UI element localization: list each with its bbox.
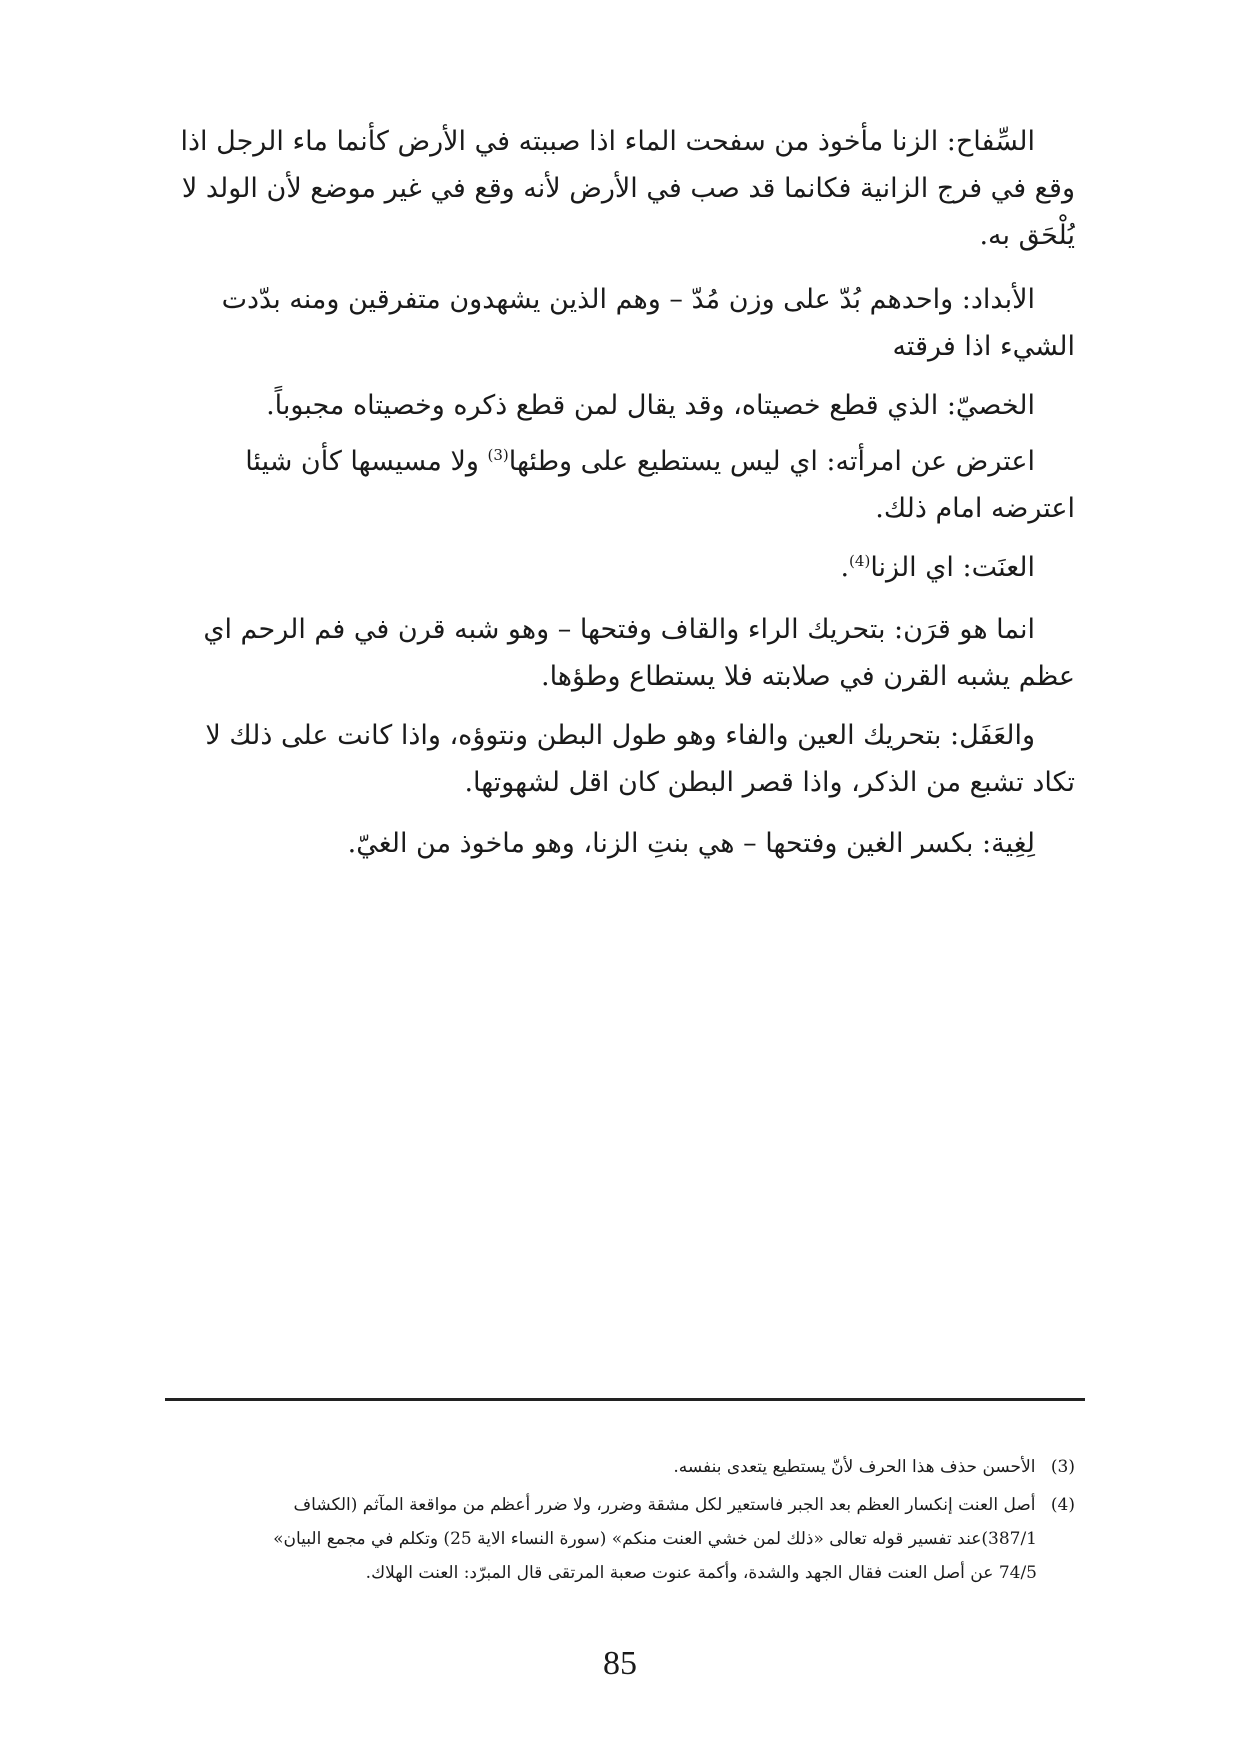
footnote-text: 74/5 عن أصل العنت فقال الجهد والشدة، وأكمة عنوت صعبة المرتقى قال المبرّد: العنت الهلاك. — [365, 1563, 1037, 1583]
entry-line: اعترضه امام ذلك. — [875, 493, 1075, 524]
entry-line: انما هو قرَن: بتحريك الراء والقاف وفتحها – وهو شبه قرن في فم الرحم اي — [203, 614, 1035, 645]
footnote-text: أصل العنت إنكسار العظم بعد الجبر فاستعير لكل مشقة وضرر، ولا ضرر أعظم من مواقعة المآثم (الكشاف — [293, 1495, 1036, 1515]
entry-line: وقع في فرج الزانية فكانما قد صب في الأرض لأنه وقع في غير موضع لأن الولد لا — [181, 173, 1075, 204]
footnote-ref-4[interactable]: (4) — [849, 552, 871, 570]
entry-anat — [150, 544, 1075, 591]
entry-line: والعَفَل: بتحريك العين والفاء وهو طول البطن ونتوؤه، واذا كانت على ذلك لا — [205, 720, 1035, 751]
footnote-text: الأحسن حذف هذا الحرف لأنّ يستطيع يتعدى بنفسه. — [673, 1457, 1036, 1477]
entry-line — [150, 544, 1075, 591]
footnotes — [165, 1450, 1075, 1590]
entry-line: السِّفاح: الزنا مأخوذ من سفحت الماء اذا صببته في الأرض كأنما ماء الرجل اذا — [180, 126, 1035, 157]
footnote-3 — [165, 1450, 1075, 1484]
entry-line: الشيء اذا فرقته — [892, 331, 1075, 362]
entry-text: اعترض عن امرأته: اي ليس يستطيع على وطئها — [508, 446, 1035, 477]
entry-line: تكاد تشبع من الذكر، واذا قصر البطن كان اقل لشهوتها. — [464, 767, 1075, 798]
entry-line: لِغِية: بكسر الغين وفتحها – هي بنتِ الزنا، وهو ماخوذ من الغيّ. — [347, 828, 1035, 859]
entry-text: العنَت: اي الزنا — [870, 552, 1035, 583]
entry-sifah — [150, 118, 1075, 259]
entry-afal — [150, 712, 1075, 806]
footnote-divider — [165, 1398, 1085, 1401]
footnote-text: 387/1)عند تفسير قوله تعالى «ذلك لمن خشي العنت منكم» (سورة النساء الاية 25) وتكلم في مجمع البيان» — [273, 1529, 1037, 1549]
entry-ghiya — [150, 820, 1075, 867]
footnote-ref-3[interactable]: (3) — [487, 446, 509, 464]
entry-text: . — [840, 552, 850, 583]
entry-qarn — [150, 606, 1075, 700]
entry-line: الخصيّ: الذي قطع خصيتاه، وقد يقال لمن قطع ذكره وخصيتاه مجبوباً. — [266, 390, 1035, 421]
entry-line — [150, 438, 1075, 485]
footnote-number: (4) — [1050, 1495, 1075, 1515]
entry-khasi — [150, 382, 1075, 429]
entry-abdad — [150, 276, 1075, 370]
entry-iatarad — [150, 438, 1075, 532]
entry-line: الأبداد: واحدهم بُدّ على وزن مُدّ – وهم الذين يشهدون متفرقين ومنه بدّدت — [221, 284, 1035, 315]
page-number: 85 — [603, 1645, 637, 1682]
entry-line: عظم يشبه القرن في صلابته فلا يستطاع وطؤها. — [540, 661, 1075, 692]
footnote-number: (3) — [1050, 1457, 1075, 1477]
entry-text: ولا مسيسها كأن شيئا — [245, 446, 488, 477]
footnote-4 — [165, 1488, 1075, 1590]
entry-line: يُلْحَق به. — [979, 220, 1075, 251]
